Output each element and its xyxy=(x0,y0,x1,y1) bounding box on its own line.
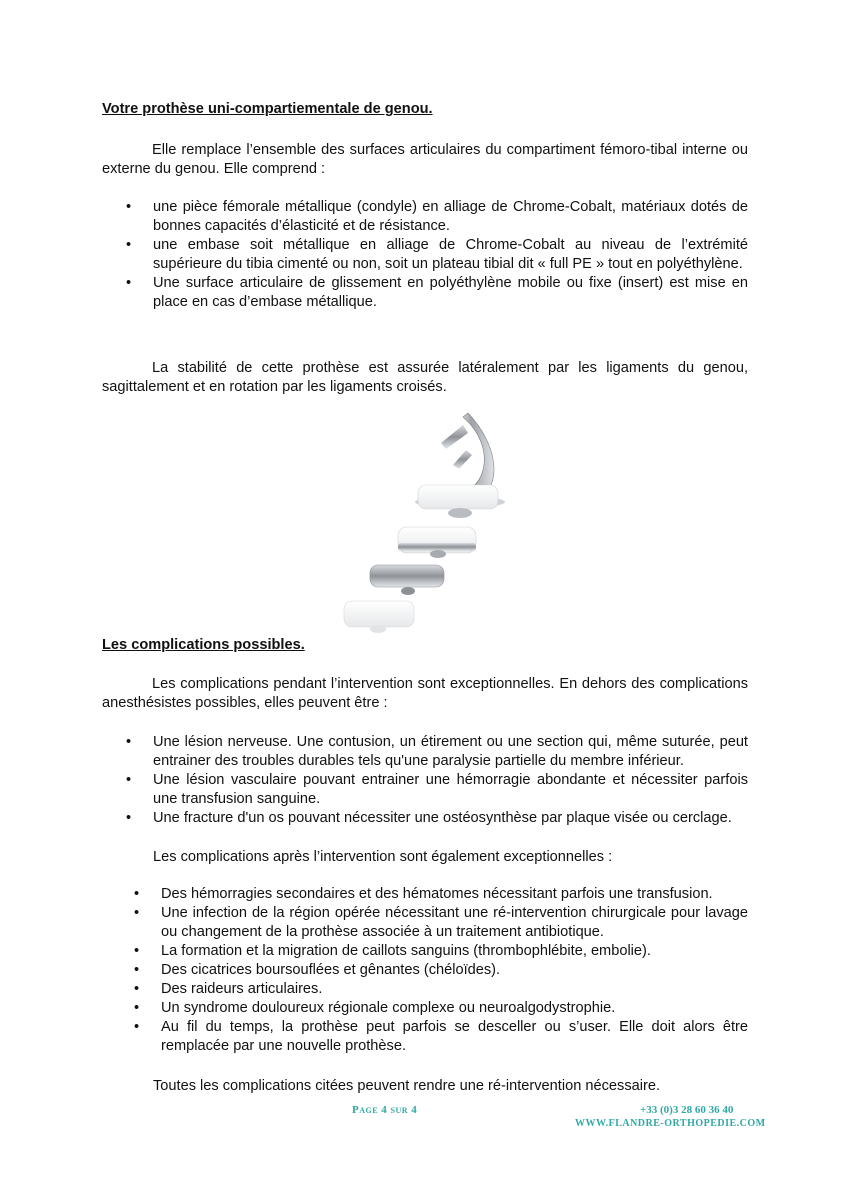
list-item: • Une infection de la région opérée nécessitant une ré-intervention chirurgicale pour lavage ou changement de la prothèse associée à un traitement antibiotique. xyxy=(134,905,748,940)
complications-intro: Les complications pendant l’intervention sont exceptionnelles. En dehors des complications anesthésistes possibles, elles peuvent être : xyxy=(102,676,748,711)
list-item: • Des cicatrices boursouflées et gênantes (chéloïdes). xyxy=(134,962,501,978)
postoperative-complications-list xyxy=(134,885,748,1056)
section-title-complications: Les complications possibles. xyxy=(102,637,305,653)
stability-paragraph: La stabilité de cette prothèse est assurée latéralement par les ligaments du genou, sagittalement et en rotation par les ligaments croisés. xyxy=(102,360,748,395)
intro-paragraph: Elle remplace l’ensemble des surfaces articulaires du compartiment fémoro-tibal interne ou externe du genou. Elle comprend : xyxy=(102,142,748,177)
list-item: • une embase soit métallique en alliage de Chrome-Cobalt au niveau de l’extrémité supérieure du tibia cimenté ou non, soit un plateau tibial dit « full PE » tout en polyéthylène. xyxy=(126,237,748,272)
list-item: • Des raideurs articulaires. xyxy=(134,981,323,997)
intraoperative-complications-list xyxy=(126,733,748,828)
conclusion-paragraph: Toutes les complications citées peuvent rendre une ré-intervention nécessaire. xyxy=(153,1078,661,1094)
page-number: Page 4 sur 4 xyxy=(352,1104,418,1116)
components-list xyxy=(126,198,748,312)
list-item: • Au fil du temps, la prothèse peut parfois se desceller ou s’user. Elle doit alors être remplacée par une nouvelle prothèse. xyxy=(134,1019,748,1054)
list-item: • Un syndrome douloureux régionale complexe ou neuroalgodystrophie. xyxy=(134,1000,616,1016)
list-item: • une pièce fémorale métallique (condyle) en alliage de Chrome-Cobalt, matériaux dotés de bonnes capacités d’élasticité et de résistance. xyxy=(126,199,748,234)
phone-number: +33 (0)3 28 60 36 40 xyxy=(640,1104,734,1116)
website-link[interactable]: WWW.FLANDRE-ORTHOPEDIE.COM xyxy=(575,1118,766,1129)
knee-prosthesis-illustration xyxy=(338,405,528,635)
list-item: • Une fracture d'un os pouvant nécessiter une ostéosynthèse par plaque visée ou cerclage. xyxy=(126,810,732,826)
list-item: • Une surface articulaire de glissement en polyéthylène mobile ou fixe (insert) est mise en place en cas d’embase métallique. xyxy=(126,275,748,310)
list-item: • Une lésion vasculaire pouvant entrainer une hémorragie abondante et nécessiter parfois une transfusion sanguine. xyxy=(126,772,748,807)
section-title-prosthesis: Votre prothèse uni-compartiementale de genou. xyxy=(102,101,433,117)
list-item: • Des hémorragies secondaires et des hématomes nécessitant parfois une transfusion. xyxy=(134,886,713,902)
list-item: • Une lésion nerveuse. Une contusion, un étirement ou une section qui, même suturée, peut entrainer des troubles durables tels qu'une paralysie partielle du membre inférieur. xyxy=(126,734,748,769)
list-item: • La formation et la migration de caillots sanguins (thrombophlébite, embolie). xyxy=(134,943,651,959)
postoperative-intro: Les complications après l’intervention sont également exceptionnelles : xyxy=(153,849,613,865)
